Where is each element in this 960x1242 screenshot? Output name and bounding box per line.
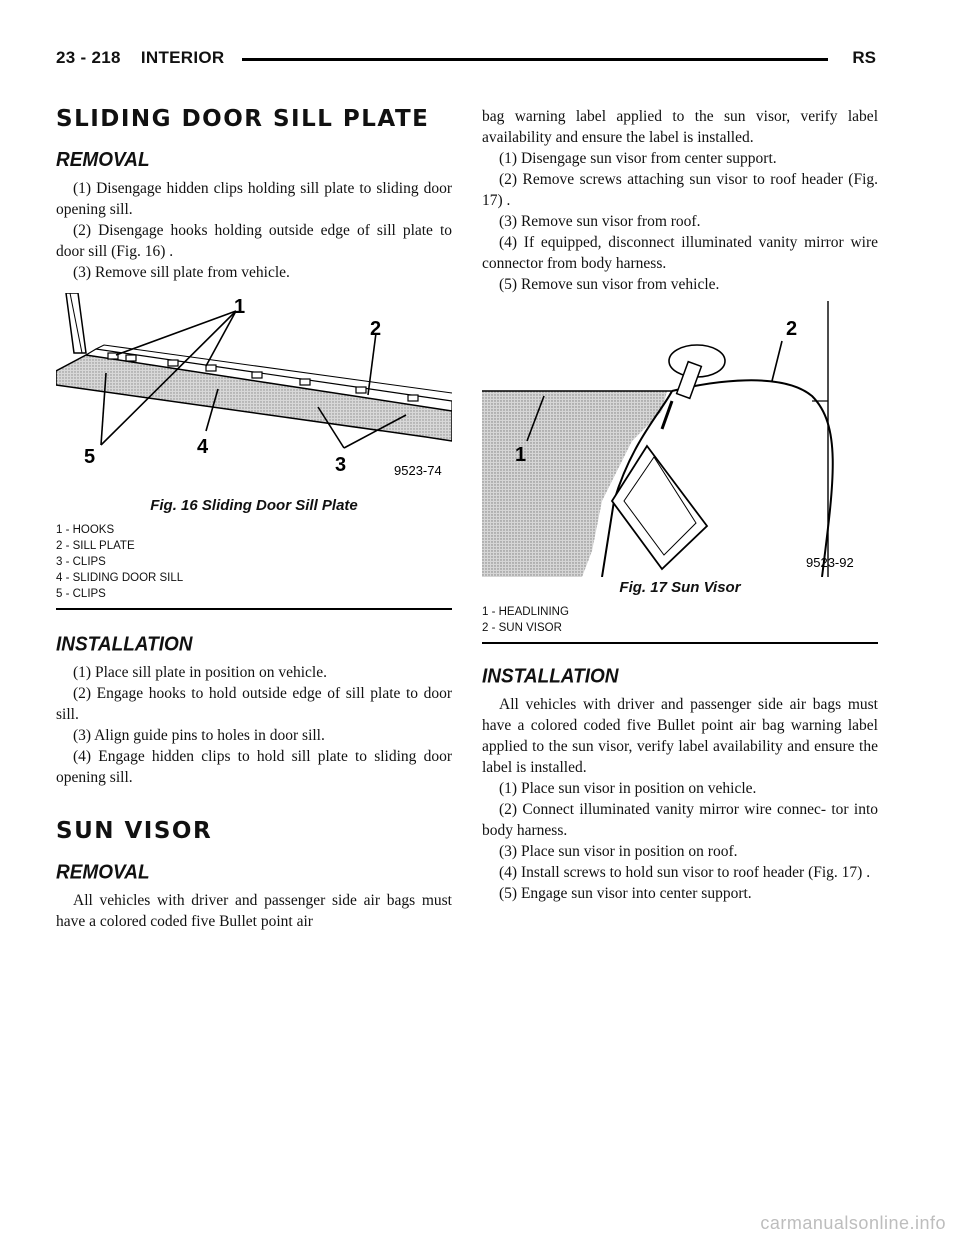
sill-plate-drawing: [56, 293, 452, 495]
legend-item: 2 - SILL PLATE: [56, 540, 135, 552]
callout-1: 1: [515, 444, 527, 466]
visor-removal-step: (5) Remove sun visor from vehicle.: [499, 276, 720, 293]
visor-installation-steps: [482, 778, 878, 904]
visor-removal-intro-cont: bag warning label applied to the sun visor, verify label availability and ensure the label is installed.: [482, 108, 878, 146]
fig17-caption: Fig. 17 Sun Visor: [619, 579, 741, 596]
sill-install-step: (3) Align guide pins to holes in door sill.: [73, 727, 325, 744]
sun-visor-drawing: [482, 301, 878, 577]
callout-1: 1: [234, 296, 246, 318]
visor-title: SUN VISOR: [56, 818, 213, 844]
fig16-caption: Fig. 16 Sliding Door Sill Plate: [150, 497, 358, 514]
page-header: [56, 48, 876, 72]
sill-installation-steps: [56, 662, 452, 788]
section-name: INTERIOR: [140, 48, 225, 67]
visor-removal-intro: All vehicles with driver and passenger side air bags must have a colored coded five Bullet point air: [56, 892, 452, 930]
watermark: carmanualsonline.info: [760, 1213, 946, 1233]
callout-3: 3: [335, 454, 347, 476]
visor-install-step: (2) Connect illuminated vanity mirror wire connec- tor into body harness.: [482, 801, 878, 839]
fig16-illustration: [56, 293, 452, 495]
visor-removal-step: (4) If equipped, disconnect illuminated vanity mirror wire connector from body harness.: [482, 234, 878, 272]
visor-install-step: (5) Engage sun visor into center support.: [499, 885, 752, 902]
model-code: RS: [852, 48, 876, 67]
visor-removal-heading: REMOVAL: [56, 861, 150, 884]
legend-item: 2 - SUN VISOR: [482, 622, 562, 634]
legend-item: 1 - HEADLINING: [482, 606, 569, 618]
page-number: 23 - 218: [56, 48, 121, 67]
visor-install-step: (1) Place sun visor in position on vehicle.: [499, 780, 757, 797]
header-left: [56, 48, 225, 68]
fig17-legend: [482, 604, 878, 636]
fig17-code: 9523-92: [806, 555, 854, 570]
visor-removal-step: (1) Disengage sun visor from center support.: [499, 150, 777, 167]
callout-2: 2: [370, 318, 382, 340]
callout-4: 4: [197, 436, 209, 458]
fig17-rule: [482, 642, 878, 644]
sill-title: SLIDING DOOR SILL PLATE: [56, 106, 430, 132]
callout-2: 2: [786, 318, 798, 340]
sill-install-step: (2) Engage hooks to hold outside edge of sill plate to door sill.: [56, 685, 452, 723]
visor-install-step: (3) Place sun visor in position on roof.: [499, 843, 738, 860]
sill-removal-steps: [56, 178, 452, 283]
legend-item: 5 - CLIPS: [56, 588, 106, 600]
sill-removal-step: (3) Remove sill plate from vehicle.: [73, 264, 290, 281]
visor-install-step: (4) Install screws to hold sun visor to roof header (Fig. 17) .: [499, 864, 871, 881]
right-column: [482, 106, 878, 904]
fig17-illustration: [482, 301, 878, 577]
visor-removal-step: (3) Remove sun visor from roof.: [499, 213, 701, 230]
header-rule: [242, 58, 828, 61]
fig16-legend: [56, 522, 452, 602]
sill-install-step: (4) Engage hidden clips to hold sill plate to sliding door opening sill.: [56, 748, 452, 786]
legend-item: 3 - CLIPS: [56, 556, 106, 568]
sill-installation-heading: INSTALLATION: [56, 633, 193, 656]
visor-installation-intro: All vehicles with driver and passenger side air bags must have a colored coded five Bullet point air bag warning label applied to the sun visor, verify label availability and ensure the label is installed.: [482, 696, 878, 776]
fig16-rule: [56, 608, 452, 610]
legend-item: 1 - HOOKS: [56, 524, 115, 536]
sill-removal-step: (2) Disengage hooks holding outside edge of sill plate to door sill (Fig. 16) .: [56, 222, 452, 260]
left-column: [56, 106, 452, 932]
visor-installation-heading: INSTALLATION: [482, 665, 619, 688]
fig16-code: 9523-74: [394, 463, 442, 478]
visor-removal-steps: [482, 148, 878, 295]
visor-removal-step: (2) Remove screws attaching sun visor to roof header (Fig. 17) .: [482, 171, 878, 209]
callout-5: 5: [84, 446, 96, 468]
legend-item: 4 - SLIDING DOOR SILL: [56, 572, 184, 584]
sill-removal-heading: REMOVAL: [56, 149, 150, 172]
sill-install-step: (1) Place sill plate in position on vehicle.: [73, 664, 327, 681]
sill-removal-step: (1) Disengage hidden clips holding sill plate to sliding door opening sill.: [56, 180, 452, 218]
